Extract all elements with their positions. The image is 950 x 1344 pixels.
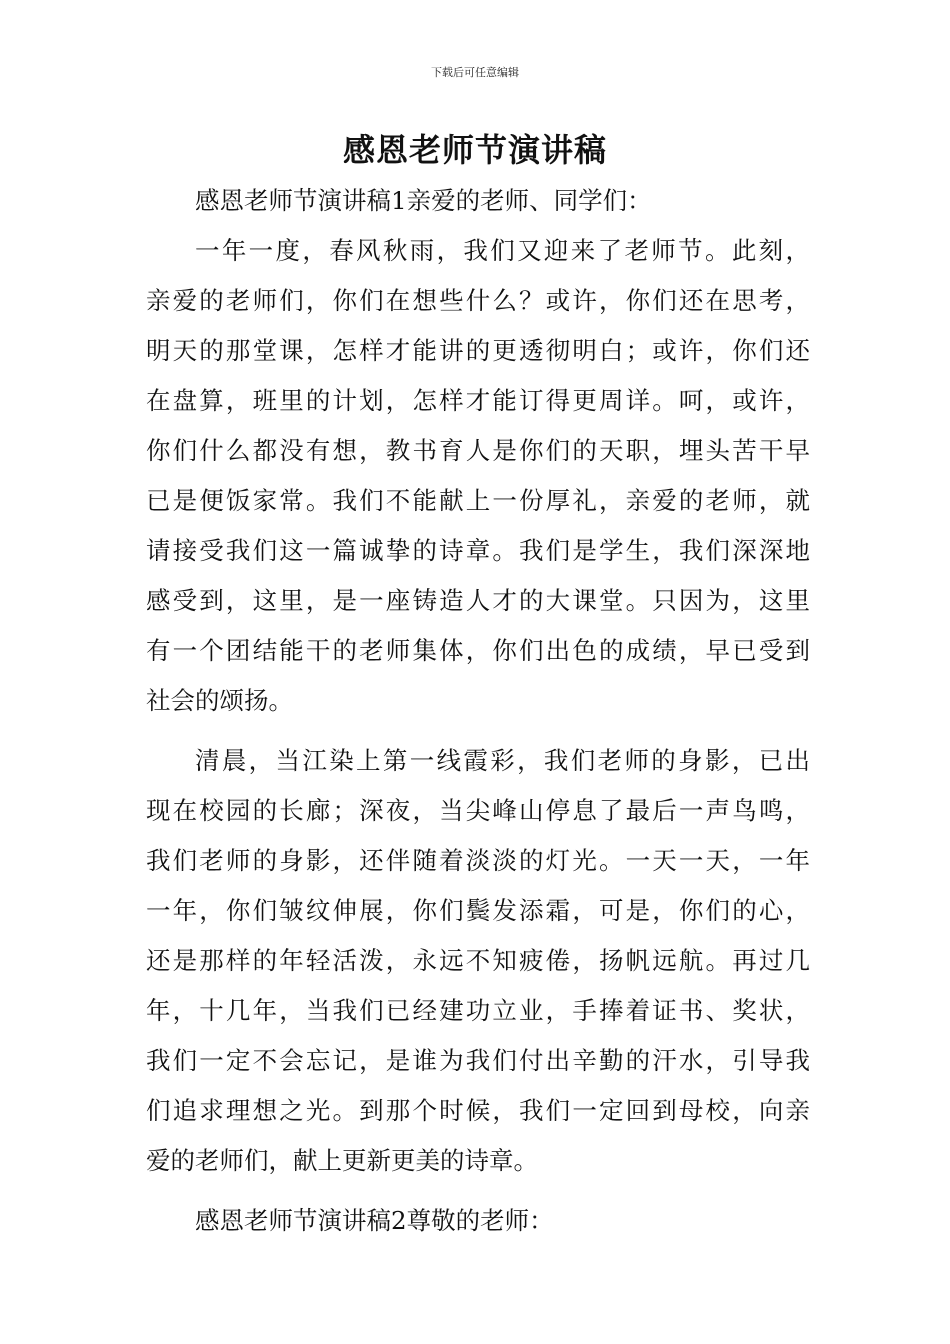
paragraph-body xyxy=(146,736,810,1186)
header-note: 下载后可任意编辑 xyxy=(431,66,519,79)
text-line: 社会的颂扬。 xyxy=(146,686,293,715)
paragraph-intro xyxy=(146,1196,810,1246)
text-line: 们追求理想之光。到那个时候，我们一定回到母校，向亲 xyxy=(146,1096,810,1125)
text-line: 年，十几年，当我们已经建功立业，手捧着证书、奖状， xyxy=(146,996,810,1025)
text-line: 在盘算，班里的计划，怎样才能订得更周详。呵，或许， xyxy=(146,386,810,415)
paragraph-body xyxy=(146,226,810,726)
document-body xyxy=(146,176,810,1246)
text-line: 亲爱的老师们，你们在想些什么？或许，你们还在思考， xyxy=(146,286,810,315)
text-line: 爱的老师们，献上更新更美的诗章。 xyxy=(146,1146,538,1175)
text-line: 感恩老师节演讲稿1亲爱的老师、同学们： xyxy=(195,186,652,215)
paragraph-spacer xyxy=(146,726,810,736)
text-line: 还是那样的年轻活泼，永远不知疲倦，扬帆远航。再过几 xyxy=(146,946,810,975)
paragraph-intro xyxy=(146,176,810,226)
text-line: 一年，你们皱纹伸展，你们鬓发添霜，可是，你们的心， xyxy=(146,896,810,925)
text-line: 已是便饭家常。我们不能献上一份厚礼，亲爱的老师，就 xyxy=(146,486,810,515)
text-line: 感受到，这里，是一座铸造人才的大课堂。只因为，这里 xyxy=(146,586,810,615)
paragraph-spacer xyxy=(146,1186,810,1196)
text-line: 你们什么都没有想，教书育人是你们的天职，埋头苦干早 xyxy=(146,436,810,465)
text-line: 清晨，当江染上第一线霞彩，我们老师的身影，已出 xyxy=(195,746,810,775)
text-line: 现在校园的长廊；深夜，当尖峰山停息了最后一声鸟鸣， xyxy=(146,796,810,825)
text-line: 我们老师的身影，还伴随着淡淡的灯光。一天一天，一年 xyxy=(146,846,810,875)
text-line: 有一个团结能干的老师集体，你们出色的成绩，早已受到 xyxy=(146,636,810,665)
text-line: 明天的那堂课，怎样才能讲的更透彻明白；或许，你们还 xyxy=(146,336,810,365)
text-line: 我们一定不会忘记，是谁为我们付出辛勤的汗水，引导我 xyxy=(146,1046,810,1075)
text-line: 一年一度，春风秋雨，我们又迎来了老师节。此刻， xyxy=(195,236,810,265)
text-line: 请接受我们这一篇诚挚的诗章。我们是学生，我们深深地 xyxy=(146,536,810,565)
document-title: 感恩老师节演讲稿 xyxy=(342,131,607,169)
text-line: 感恩老师节演讲稿2尊敬的老师： xyxy=(195,1206,554,1235)
